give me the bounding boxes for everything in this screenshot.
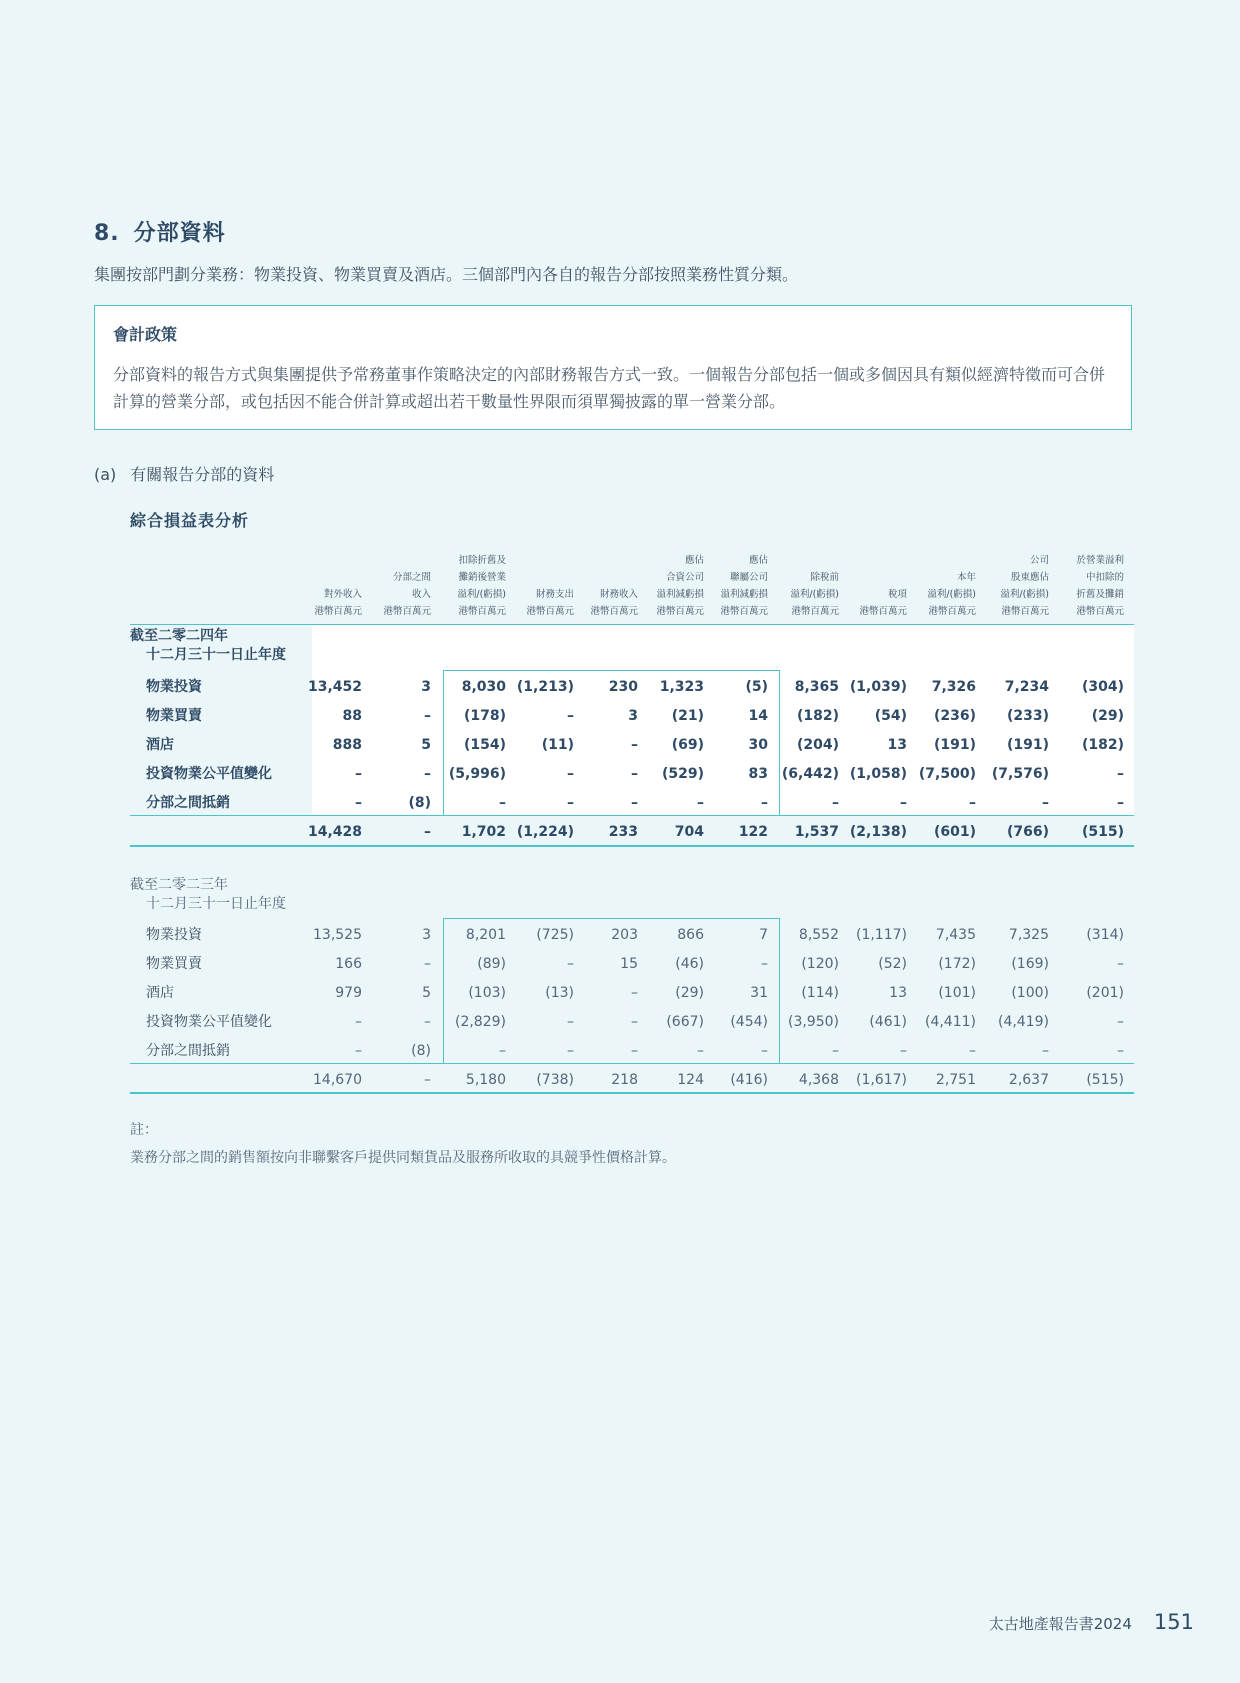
column-header-line: 分部之間 [392,572,431,583]
policy-text: 分部資料的報告方式與集團提供予常務董事作策略決定的內部財務報告方式一致。一個報告分部包括一個或多個因具有類似經濟特徵而可合併計算的營業分部，或包括因不能合併計算或超出若干數量性界限而須單獨披露的單一營業分部。 [113,365,1106,411]
table-cell: 3 [628,708,638,724]
row-label: 物業買賣 [146,956,202,972]
table-cell: – [1117,1043,1124,1059]
table-cell: – [900,1043,907,1059]
table-cell: (21) [671,708,704,724]
column-header-line: 溢利/(虧損) [457,589,506,600]
table-cell: – [697,795,704,811]
column-header-line: 稅項 [887,589,907,600]
table-cell: (89) [477,956,506,972]
table-cell: – [1117,766,1124,782]
total-cell: (1,224) [516,824,574,840]
table-cell: (2,829) [454,1014,506,1030]
table-cell: 3 [422,927,431,943]
row-label: 物業投資 [146,927,202,943]
table-cell: (304) [1081,679,1124,695]
row-label: 物業投資 [146,679,202,695]
table-cell: (169) [1011,956,1049,972]
table-cell: 1,323 [659,679,704,695]
column-header-line: 應佔 [748,555,768,566]
table-cell: 203 [611,927,638,943]
column-header-line: 扣除折舊及 [458,555,506,566]
table-cell: (182) [796,708,839,724]
row-label: 投資物業公平值變化 [146,1014,272,1030]
table-cell: – [424,956,431,972]
page-footer [989,1610,1194,1634]
table-cell: 13,525 [313,927,362,943]
column-header-line: 財務收入 [599,589,638,600]
table-cell: 7,326 [931,679,976,695]
total-cell: 2,751 [935,1072,976,1088]
table-cell: – [424,766,431,782]
table-cell: – [631,737,638,753]
table-cell: (172) [938,956,976,972]
table-cell: (461) [869,1014,907,1030]
period-line-2: 十二月三十一日止年度 [146,896,286,912]
table-cell: 5 [421,737,431,753]
subsection-title: 有關報告分部的資料 [130,465,275,484]
table-cell: – [1117,795,1124,811]
table-cell: – [567,1043,574,1059]
period-line-1: 截至二零二三年 [130,877,228,893]
table-cell: 13,452 [307,679,362,695]
period-line-2: 十二月三十一日止年度 [146,647,286,663]
table-cell: (4,419) [997,1014,1049,1030]
table-cell: (191) [1006,737,1049,753]
note-label: 註： [130,1122,158,1138]
table-cell: – [567,708,574,724]
total-cell: – [424,1072,431,1088]
column-header-line: 股東應佔 [1010,572,1049,583]
subsection-label: (a) [94,465,117,484]
table-cell: 8,552 [798,927,839,943]
column-header-line: 中扣除的 [1085,572,1124,583]
column-header-line: 溢利/(虧損) [790,589,839,600]
table-cell: 88 [342,708,362,724]
table-cell: – [631,985,638,1001]
table-cell: (3,950) [787,1014,839,1030]
table-cell: (191) [933,737,976,753]
section-heading: 分部資料 [133,221,226,246]
table-cell: 7,325 [1008,927,1049,943]
table-cell: (46) [675,956,704,972]
row-label: 酒店 [146,737,174,753]
table-cell: (29) [675,985,704,1001]
column-header-line: 應佔 [684,555,704,566]
table-cell: – [832,795,839,811]
total-cell: (515) [1086,1072,1124,1088]
table-cell: (114) [801,985,839,1001]
table-cell: (201) [1086,985,1124,1001]
table-cell: 13 [887,737,907,753]
table-cell: – [424,708,431,724]
table-cell: 866 [677,927,704,943]
total-cell: 124 [677,1072,704,1088]
total-cell: (1,617) [855,1072,907,1088]
table-cell: – [631,1043,638,1059]
table-cell: – [631,795,638,811]
total-cell: 1,702 [461,824,506,840]
total-cell: (738) [536,1072,574,1088]
column-header-line: 港幣百萬元 [590,606,638,617]
total-cell: (766) [1006,824,1049,840]
total-cell: 5,180 [465,1072,506,1088]
table-cell: (7,500) [918,766,976,782]
table-cell: – [567,795,574,811]
table-cell: 7,435 [935,927,976,943]
table-cell: (233) [1006,708,1049,724]
total-cell: 14,670 [313,1072,362,1088]
table-cell: – [1042,795,1049,811]
table-cell: 83 [748,766,768,782]
table-cell: – [969,795,976,811]
total-rule-bottom [130,845,1134,847]
column-header-line: 港幣百萬元 [383,606,431,617]
table-cell: (5,996) [448,766,506,782]
table-cell: 888 [332,737,362,753]
table-cell: (178) [463,708,506,724]
row-label: 分部之間抵銷 [146,1043,230,1059]
total-cell: (601) [933,824,976,840]
column-header-line: 收入 [411,589,431,600]
table-cell: (4,411) [924,1014,976,1030]
table-cell: – [1117,956,1124,972]
table-cell: – [355,766,362,782]
column-header-line: 港幣百萬元 [928,606,976,617]
table-cell: – [499,1043,506,1059]
table-cell: – [697,1043,704,1059]
table-cell: – [969,1043,976,1059]
table-cell: (204) [796,737,839,753]
total-cell: 4,368 [798,1072,839,1088]
table-cell: (69) [671,737,704,753]
table-cell: – [761,1043,768,1059]
table-cell: (101) [938,985,976,1001]
total-cell: 2,637 [1008,1072,1049,1088]
table-cell: – [424,1014,431,1030]
table-cell: 5 [422,985,431,1001]
table-cell: (103) [468,985,506,1001]
table-cell: – [567,1014,574,1030]
column-header-line: 港幣百萬元 [720,606,768,617]
total-cell: 704 [674,824,704,840]
page-number: 151 [1153,1610,1194,1634]
table-cell: (8) [411,1043,431,1059]
table-cell: 8,030 [461,679,506,695]
column-header-line: 對外收入 [323,589,362,600]
total-cell: (416) [730,1072,768,1088]
table-cell: (529) [661,766,704,782]
column-header-line: 折舊及攤銷 [1076,589,1124,600]
table-cell: (120) [801,956,839,972]
table-cell: (1,117) [855,927,907,943]
table-cell: 8,201 [465,927,506,943]
row-label: 物業買賣 [146,708,202,724]
table-cell: – [355,1014,362,1030]
table-cell: – [567,766,574,782]
column-header-line: 聯屬公司 [729,572,768,583]
group-period-label [130,876,286,914]
highlight-box [443,918,780,1064]
row-label: 酒店 [146,985,174,1001]
table-cell: (1,213) [516,679,574,695]
table-cell: 8,365 [794,679,839,695]
table-cell: (6,442) [781,766,839,782]
table-cell: 31 [750,985,768,1001]
table-cell: 166 [335,956,362,972]
table-cell: – [1042,1043,1049,1059]
table-cell: – [355,795,362,811]
column-header-line: 溢利/(虧損) [927,589,976,600]
total-cell: 1,537 [794,824,839,840]
column-header-line: 除稅前 [810,572,839,583]
table-cell: (725) [536,927,574,943]
column-header-line: 公司 [1029,555,1049,566]
total-cell: 122 [738,824,768,840]
column-header-line: 攤銷後營業 [458,572,506,583]
column-header-line: 港幣百萬元 [1076,606,1124,617]
table-cell: (100) [1011,985,1049,1001]
section-title [94,216,226,247]
table-cell: 979 [335,985,362,1001]
table-cell: 30 [748,737,768,753]
total-cell: 218 [611,1072,638,1088]
period-line-1: 截至二零二四年 [130,628,228,644]
column-header-line: 財務支出 [535,589,574,600]
table-cell: (1,039) [849,679,907,695]
column-header-line: 港幣百萬元 [526,606,574,617]
publication-title: 太古地產報告書2024 [988,1615,1132,1633]
column-header-line: 溢利減虧損 [720,589,768,600]
row-label: 投資物業公平值變化 [146,766,272,782]
row-label: 分部之間抵銷 [146,795,230,811]
table-cell: (454) [730,1014,768,1030]
table-cell: (667) [666,1014,704,1030]
table-cell: – [1117,1014,1124,1030]
column-header [1034,550,1124,620]
section-number: 8. [94,221,120,246]
column-header-line: 港幣百萬元 [1001,606,1049,617]
table-cell: 7 [759,927,768,943]
table-cell: 13 [889,985,907,1001]
table-cell: (5) [745,679,768,695]
table-cell: – [900,795,907,811]
group-period-label [130,627,286,665]
total-cell: (515) [1081,824,1124,840]
table-cell: (13) [545,985,574,1001]
column-header-line: 溢利/(虧損) [1000,589,1049,600]
column-header-line: 本年 [956,572,976,583]
table-cell: – [499,795,506,811]
total-cell: 14,428 [307,824,362,840]
total-rule-bottom [130,1092,1134,1094]
intro-text: 集團按部門劃分業務：物業投資、物業買賣及酒店。三個部門內各自的報告分部按照業務性質分類。 [94,265,799,284]
table-cell: – [355,1043,362,1059]
table-cell: – [567,956,574,972]
table-cell: (29) [1091,708,1124,724]
table-cell: – [761,956,768,972]
table-cell: (11) [541,737,574,753]
table-cell: 230 [608,679,638,695]
total-cell: (2,138) [849,824,907,840]
highlight-box [443,670,780,816]
column-header-line: 港幣百萬元 [859,606,907,617]
column-header-line: 港幣百萬元 [791,606,839,617]
total-cell: – [424,824,431,840]
table-cell: (1,058) [849,766,907,782]
policy-title: 會計政策 [113,325,178,344]
table-cell: (7,576) [991,766,1049,782]
table-cell: 7,234 [1004,679,1049,695]
subsection-heading [94,462,274,485]
table-title: 綜合損益表分析 [130,511,250,530]
column-header-line: 於營業溢利 [1076,555,1124,566]
table-cell: – [761,795,768,811]
total-cell: 233 [608,824,638,840]
table-cell: (154) [463,737,506,753]
table-cell: – [832,1043,839,1059]
table-cell: 15 [620,956,638,972]
column-header-line: 合資公司 [665,572,704,583]
column-header-line: 港幣百萬元 [458,606,506,617]
table-cell: 14 [748,708,768,724]
column-header-line: 港幣百萬元 [314,606,362,617]
table-cell: (8) [408,795,431,811]
table-cell: (54) [874,708,907,724]
table-cell: – [631,1014,638,1030]
header-rule [130,624,1134,625]
table-cell: (182) [1081,737,1124,753]
accounting-policy-box [94,305,1132,430]
column-header-line: 溢利減虧損 [656,589,704,600]
column-header-line: 港幣百萬元 [656,606,704,617]
note-text: 業務分部之間的銷售額按向非聯繫客戶提供同類貨品及服務所收取的具競爭性價格計算。 [130,1150,676,1166]
table-cell: (236) [933,708,976,724]
table-cell: – [631,766,638,782]
table-cell: 3 [421,679,431,695]
table-cell: (52) [878,956,907,972]
table-cell: (314) [1086,927,1124,943]
